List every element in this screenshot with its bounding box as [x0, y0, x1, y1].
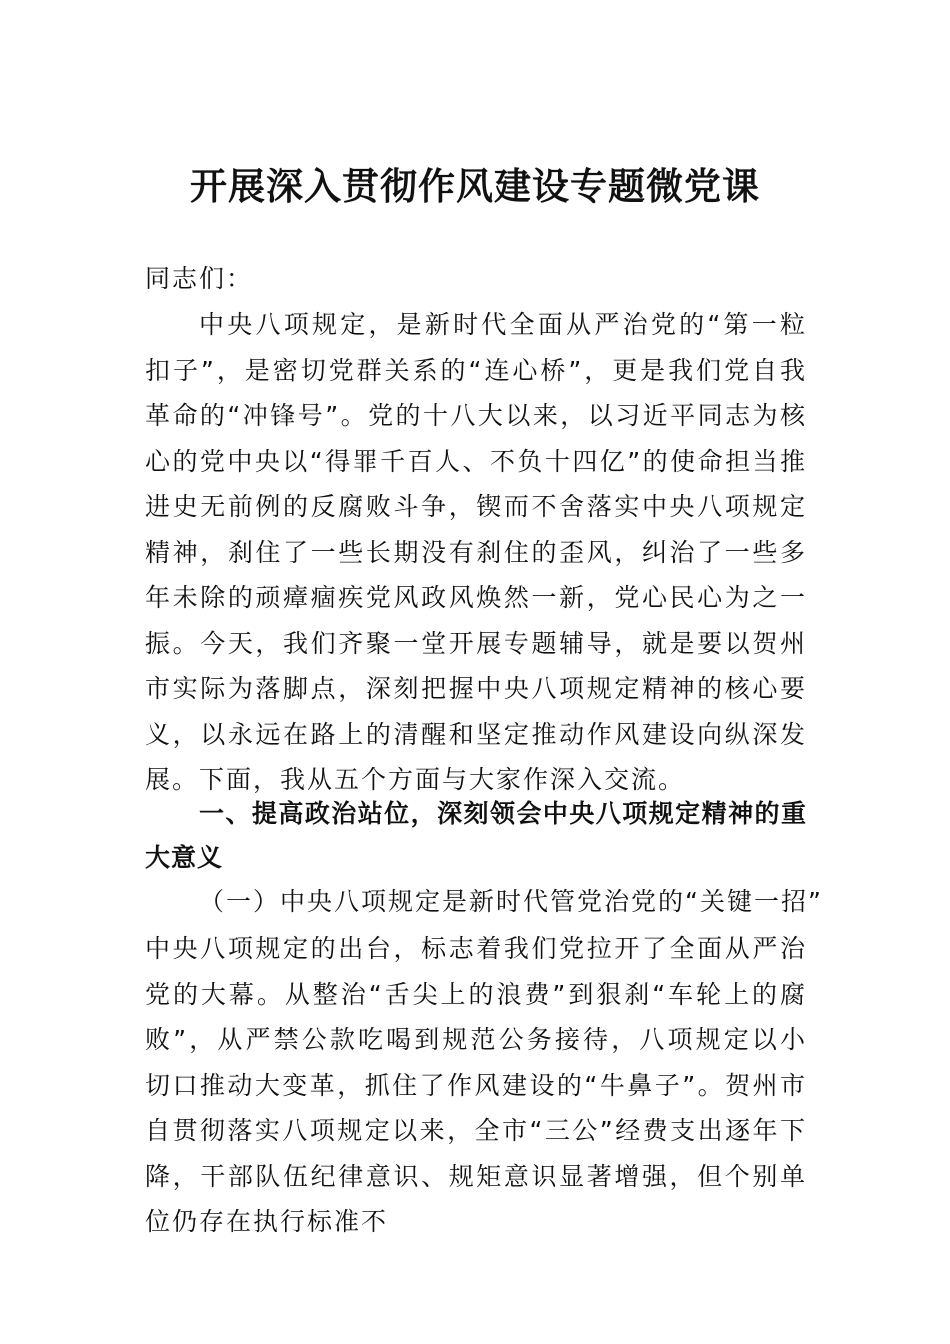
intro-paragraph: 中央八项规定，是新时代全面从严治党的“第一粒扣子”，是密切党群关系的“连心桥”，更是我们党自我革命的“冲锋号”。党的十八大以来，以习近平同志为核心的党中央以“得罪千百人、不负十四亿”的使命担当推进史无前例的反腐败斗争，锲而不舍落实中央八项规定精神，刹住了一些长期没有刹住的歪风，纠治了一些多年未除的顽瘴痼疾党风政风焕然一新，党心民心为之一振。今天，我们齐聚一堂开展专题辅导，就是要以贺州市实际为落脚点，深刻把握中央八项规定精神的核心要义，以永远在路上的清醒和坚定推动作风建设向纵深发展。下面，我从五个方面与大家作深入交流。 [145, 310, 807, 794]
document-title: 开展深入贯彻作风建设专题微党课 [190, 164, 760, 208]
subsection-1-paragraph: 中央八项规定的出台，标志着我们党拉开了全面从严治党的大幕。从整治“舌尖上的浪费”到狠刹“车轮上的腐败”，从严禁公款吃喝到规范公务接待，八项规定以小切口推动大变革，抓住了作风建设的“牛鼻子”。贺州市自贯彻落实八项规定以来，全市“三公”经费支出逐年下降，干部队伍纪律意识、规矩意识显著增强，但个别单位仍存在执行标准不 [145, 934, 807, 1236]
subsection-1-heading: （一）中央八项规定是新时代管党治党的“关键一招” [199, 887, 823, 916]
greeting: 同志们： [145, 264, 254, 293]
section-1-heading: 一、提高政治站位，深刻领会中央八项规定精神的重大意义 [145, 799, 807, 872]
